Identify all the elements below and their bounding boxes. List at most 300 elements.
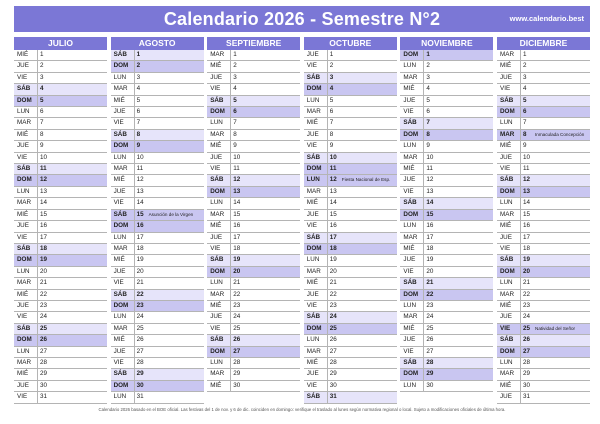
day-number: 28: [40, 358, 48, 366]
day-row: [14, 324, 107, 335]
day-row: [304, 255, 397, 266]
day-number: 20: [233, 267, 241, 275]
day-number: 17: [523, 233, 531, 241]
day-row: [14, 233, 107, 244]
weekday-label: MIÉ: [17, 130, 38, 141]
day-row: [304, 290, 397, 301]
weekday-label: VIE: [307, 221, 328, 232]
day-number: 16: [136, 222, 144, 230]
day-row: [400, 198, 493, 209]
day-row: [497, 50, 590, 61]
day-number: 29: [329, 370, 337, 378]
weekday-label: DOM: [500, 267, 521, 278]
day-row: [14, 96, 107, 107]
weekday-label: SÁB: [307, 73, 328, 84]
weekday-label: MAR: [17, 198, 38, 209]
weekday-label: SÁB: [210, 335, 231, 346]
day-row: [111, 84, 204, 95]
day-row: [497, 107, 590, 118]
day-number: 4: [40, 85, 44, 93]
weekday-label: MAR: [17, 118, 38, 129]
weekday-label: VIE: [307, 301, 328, 312]
day-row: [400, 107, 493, 118]
day-number: 29: [523, 370, 531, 378]
weekday-label: JUE: [114, 347, 135, 358]
day-row: [111, 267, 204, 278]
day-number: 4: [426, 85, 430, 93]
weekday-label: SÁB: [403, 198, 424, 209]
day-row: [111, 187, 204, 198]
weekday-label: LUN: [114, 233, 135, 244]
day-number: 31: [136, 393, 144, 401]
day-number: 28: [136, 358, 144, 366]
day-row: [111, 141, 204, 152]
day-row: [497, 335, 590, 346]
day-row: [111, 335, 204, 346]
day-number: 23: [426, 301, 434, 309]
weekday-label: DOM: [307, 324, 328, 335]
weekday-label: MIÉ: [17, 290, 38, 301]
day-number: 24: [136, 313, 144, 321]
day-number: 12: [523, 176, 531, 184]
weekday-label: LUN: [17, 187, 38, 198]
day-row: [497, 130, 590, 141]
weekday-label: DOM: [210, 347, 231, 358]
day-row: [111, 153, 204, 164]
day-row: [111, 290, 204, 301]
day-number: 31: [40, 393, 48, 401]
month-header: NOVIEMBRE: [400, 37, 493, 50]
day-row: [207, 255, 300, 266]
day-number: 21: [426, 279, 434, 287]
day-row: [400, 96, 493, 107]
day-number: 17: [329, 233, 337, 241]
day-row: [111, 244, 204, 255]
day-number: 9: [233, 142, 237, 150]
day-row: [400, 255, 493, 266]
day-row: [14, 61, 107, 72]
day-number: 15: [233, 210, 241, 218]
day-row: [207, 107, 300, 118]
day-row: [207, 221, 300, 232]
weekday-label: DOM: [114, 381, 135, 392]
day-number: 26: [523, 336, 531, 344]
day-row: [400, 324, 493, 335]
day-row: [14, 175, 107, 186]
day-row: [400, 50, 493, 61]
day-row: [304, 198, 397, 209]
day-number: 19: [329, 256, 337, 264]
day-number: 16: [329, 222, 337, 230]
day-row: [497, 84, 590, 95]
day-row: [207, 187, 300, 198]
weekday-label: MIÉ: [17, 210, 38, 221]
day-row: [497, 221, 590, 232]
day-row: [400, 141, 493, 152]
day-number: 11: [136, 165, 144, 173]
weekday-label: JUE: [114, 267, 135, 278]
day-row: [14, 118, 107, 129]
weekday-label: SÁB: [210, 96, 231, 107]
day-number: 24: [523, 313, 531, 321]
day-row: [207, 358, 300, 369]
day-number: 10: [523, 153, 531, 161]
day-number: 27: [40, 347, 48, 355]
day-number: 2: [426, 62, 430, 70]
day-number: 26: [233, 336, 241, 344]
day-row: [111, 50, 204, 61]
day-number: 30: [523, 381, 531, 389]
day-row: [111, 175, 204, 186]
weekday-label: MAR: [403, 73, 424, 84]
day-row: [207, 301, 300, 312]
day-number: 24: [329, 313, 337, 321]
weekday-label: MAR: [210, 369, 231, 380]
day-number: 8: [233, 130, 237, 138]
day-row: [497, 73, 590, 84]
weekday-label: LUN: [210, 118, 231, 129]
day-number: 20: [329, 267, 337, 275]
weekday-label: SÁB: [114, 290, 135, 301]
weekday-label: LUN: [500, 118, 521, 129]
day-number: 19: [523, 256, 531, 264]
day-number: 6: [40, 108, 44, 116]
weekday-label: VIE: [500, 244, 521, 255]
weekday-label: SÁB: [114, 369, 135, 380]
weekday-label: JUE: [307, 130, 328, 141]
weekday-label: MIÉ: [210, 381, 231, 392]
day-row: [497, 164, 590, 175]
day-row: [497, 153, 590, 164]
day-number: 12: [329, 176, 337, 184]
weekday-label: VIE: [403, 107, 424, 118]
weekday-label: MIÉ: [403, 164, 424, 175]
day-number: 6: [426, 108, 430, 116]
day-row: [400, 84, 493, 95]
day-number: 21: [523, 279, 531, 287]
weekday-label: JUE: [500, 233, 521, 244]
weekday-label: LUN: [17, 107, 38, 118]
day-number: 18: [136, 244, 144, 252]
day-number: 25: [40, 324, 48, 332]
day-row: [111, 107, 204, 118]
day-row: [207, 210, 300, 221]
weekday-label: JUE: [114, 187, 135, 198]
weekday-label: JUE: [210, 233, 231, 244]
day-number: 3: [40, 73, 44, 81]
weekday-label: DOM: [114, 61, 135, 72]
weekday-label: DOM: [210, 267, 231, 278]
day-number: 5: [329, 96, 334, 104]
day-row: [111, 221, 204, 232]
weekday-label: SÁB: [210, 175, 231, 186]
weekday-label: LUN: [307, 175, 328, 186]
weekday-label: MAR: [500, 369, 521, 380]
day-row: [14, 164, 107, 175]
day-row: [14, 244, 107, 255]
day-row: [14, 153, 107, 164]
day-number: 3: [329, 73, 334, 81]
day-number: 2: [40, 62, 44, 70]
day-row: [400, 347, 493, 358]
day-number: 25: [233, 324, 241, 332]
weekday-label: MIÉ: [500, 221, 521, 232]
weekday-label: LUN: [500, 198, 521, 209]
day-row: [304, 210, 397, 221]
weekday-label: LUN: [403, 221, 424, 232]
weekday-label: DOM: [114, 301, 135, 312]
day-row: [111, 392, 204, 403]
weekday-label: LUN: [17, 347, 38, 358]
day-row: [207, 233, 300, 244]
day-number: 9: [40, 142, 44, 150]
day-row: [304, 84, 397, 95]
weekday-label: MIÉ: [210, 141, 231, 152]
day-number: 22: [233, 290, 241, 298]
day-number: 2: [523, 62, 527, 70]
day-row: [14, 255, 107, 266]
day-number: 8: [40, 130, 44, 138]
weekday-label: JUE: [500, 312, 521, 323]
weekday-label: MAR: [17, 278, 38, 289]
day-number: 4: [329, 85, 334, 93]
weekday-label: DOM: [500, 107, 521, 118]
day-number: 12: [233, 176, 241, 184]
month-column: [111, 37, 204, 404]
day-number: 5: [136, 96, 141, 104]
day-number: 27: [329, 347, 337, 355]
day-row: [207, 244, 300, 255]
day-row: [111, 164, 204, 175]
weekday-label: LUN: [210, 278, 231, 289]
day-number: 6: [233, 108, 237, 116]
day-row: [497, 141, 590, 152]
day-row: [111, 210, 204, 221]
weekday-label: MIÉ: [17, 50, 38, 61]
day-number: 31: [329, 393, 337, 401]
day-number: 5: [40, 96, 44, 104]
weekday-label: MIÉ: [403, 324, 424, 335]
weekday-label: LUN: [307, 335, 328, 346]
weekday-label: DOM: [114, 221, 135, 232]
day-number: 18: [426, 244, 434, 252]
day-row: [304, 312, 397, 323]
weekday-label: MIÉ: [307, 118, 328, 129]
day-number: 4: [136, 85, 141, 93]
day-row: [497, 301, 590, 312]
day-number: 24: [233, 313, 241, 321]
day-row: [304, 369, 397, 380]
day-number: 3: [426, 73, 430, 81]
day-number: 26: [136, 336, 144, 344]
day-row: [497, 61, 590, 72]
day-row: [111, 130, 204, 141]
day-number: 1: [233, 51, 237, 58]
weekday-label: MAR: [114, 164, 135, 175]
day-row: [14, 312, 107, 323]
weekday-label: MAR: [114, 324, 135, 335]
weekday-label: SÁB: [114, 130, 135, 141]
weekday-label: SÁB: [403, 118, 424, 129]
day-number: 26: [329, 336, 337, 344]
day-number: 22: [136, 290, 144, 298]
weekday-label: JUE: [210, 312, 231, 323]
day-row: [304, 164, 397, 175]
weekday-label: SÁB: [500, 175, 521, 186]
weekday-label: DOM: [403, 50, 424, 61]
day-row: [111, 233, 204, 244]
day-number: 8: [329, 130, 334, 138]
weekday-label: DOM: [17, 96, 38, 107]
day-row: [400, 335, 493, 346]
day-row: [304, 381, 397, 392]
weekday-label: JUE: [210, 73, 231, 84]
day-row: [207, 84, 300, 95]
day-row: [400, 290, 493, 301]
day-number: 15: [523, 210, 531, 218]
weekday-label: MAR: [500, 210, 521, 221]
day-number: 19: [40, 256, 48, 264]
weekday-label: DOM: [17, 255, 38, 266]
day-row: [14, 198, 107, 209]
weekday-label: SÁB: [17, 164, 38, 175]
day-number: 23: [523, 301, 531, 309]
day-row: [207, 164, 300, 175]
day-row: [14, 347, 107, 358]
day-row: [400, 175, 493, 186]
day-row: [400, 267, 493, 278]
day-row: [111, 324, 204, 335]
day-row: [304, 61, 397, 72]
day-row: [400, 130, 493, 141]
weekday-label: LUN: [114, 392, 135, 403]
weekday-label: LUN: [114, 73, 135, 84]
weekday-label: VIE: [210, 324, 231, 335]
weekday-label: SÁB: [500, 96, 521, 107]
weekday-label: MIÉ: [307, 278, 328, 289]
day-number: 14: [136, 199, 144, 207]
day-row: [400, 221, 493, 232]
day-row: [304, 233, 397, 244]
day-number: 15: [40, 210, 48, 218]
weekday-label: LUN: [114, 312, 135, 323]
day-row: [400, 73, 493, 84]
day-row: [14, 130, 107, 141]
day-number: 11: [523, 165, 530, 173]
day-number: 20: [136, 267, 144, 275]
weekday-label: SÁB: [114, 50, 135, 61]
day-number: 28: [233, 358, 241, 366]
day-number: 1: [329, 51, 334, 58]
day-number: 5: [523, 96, 527, 104]
weekday-label: LUN: [17, 267, 38, 278]
day-number: 13: [523, 187, 531, 195]
day-row: [111, 369, 204, 380]
month-header: AGOSTO: [111, 37, 204, 50]
day-row: [111, 312, 204, 323]
weekday-label: DOM: [403, 290, 424, 301]
weekday-label: VIE: [114, 198, 135, 209]
day-number: 14: [233, 199, 241, 207]
day-number: 24: [426, 313, 434, 321]
day-number: 27: [136, 347, 144, 355]
day-row: [207, 50, 300, 61]
day-row: [304, 347, 397, 358]
weekday-label: JUE: [500, 392, 521, 403]
day-row: [497, 347, 590, 358]
day-row: [207, 141, 300, 152]
day-row: [400, 312, 493, 323]
weekday-label: MAR: [210, 290, 231, 301]
day-row: [497, 369, 590, 380]
day-number: 8: [523, 130, 527, 138]
weekday-label: LUN: [403, 301, 424, 312]
weekday-label: DOM: [500, 347, 521, 358]
weekday-label: JUE: [17, 301, 38, 312]
day-number: 9: [426, 142, 430, 150]
day-row: [497, 244, 590, 255]
day-number: 17: [233, 233, 241, 241]
day-number: 4: [233, 85, 237, 93]
holiday-label: Natividad del Señor: [535, 325, 576, 331]
day-number: 21: [329, 279, 337, 287]
day-number: 27: [523, 347, 531, 355]
day-row: [497, 324, 590, 335]
weekday-label: MAR: [114, 244, 135, 255]
weekday-label: SÁB: [114, 210, 135, 221]
day-number: 12: [136, 176, 144, 184]
day-row: [207, 267, 300, 278]
weekday-label: DOM: [307, 84, 328, 95]
day-number: 2: [136, 62, 141, 70]
day-number: 31: [523, 393, 531, 401]
weekday-label: MIÉ: [500, 301, 521, 312]
day-number: 26: [426, 336, 434, 344]
day-number: 23: [40, 301, 48, 309]
day-number: 25: [136, 324, 144, 332]
weekday-label: MAR: [307, 187, 328, 198]
day-number: 13: [426, 187, 434, 195]
day-row: [497, 278, 590, 289]
weekday-label: JUE: [403, 96, 424, 107]
day-number: 30: [40, 381, 48, 389]
day-number: 24: [40, 313, 48, 321]
month-header: OCTUBRE: [304, 37, 397, 50]
day-number: 16: [426, 222, 434, 230]
weekday-label: JUE: [17, 61, 38, 72]
weekday-label: JUE: [403, 335, 424, 346]
day-row: [207, 312, 300, 323]
weekday-label: VIE: [403, 267, 424, 278]
weekday-label: LUN: [307, 96, 328, 107]
weekday-label: MAR: [17, 358, 38, 369]
day-number: 22: [40, 290, 48, 298]
weekday-label: LUN: [403, 141, 424, 152]
day-row: [207, 324, 300, 335]
day-row: [304, 267, 397, 278]
weekday-label: LUN: [403, 61, 424, 72]
day-number: 16: [523, 222, 531, 230]
day-row: [400, 301, 493, 312]
day-row: [497, 290, 590, 301]
day-number: 7: [329, 119, 334, 127]
day-row: [111, 381, 204, 392]
day-number: 1: [523, 51, 527, 58]
day-row: [400, 381, 493, 392]
weekday-label: VIE: [17, 153, 38, 164]
day-row: [14, 221, 107, 232]
website-url: www.calendario.best: [509, 14, 584, 23]
